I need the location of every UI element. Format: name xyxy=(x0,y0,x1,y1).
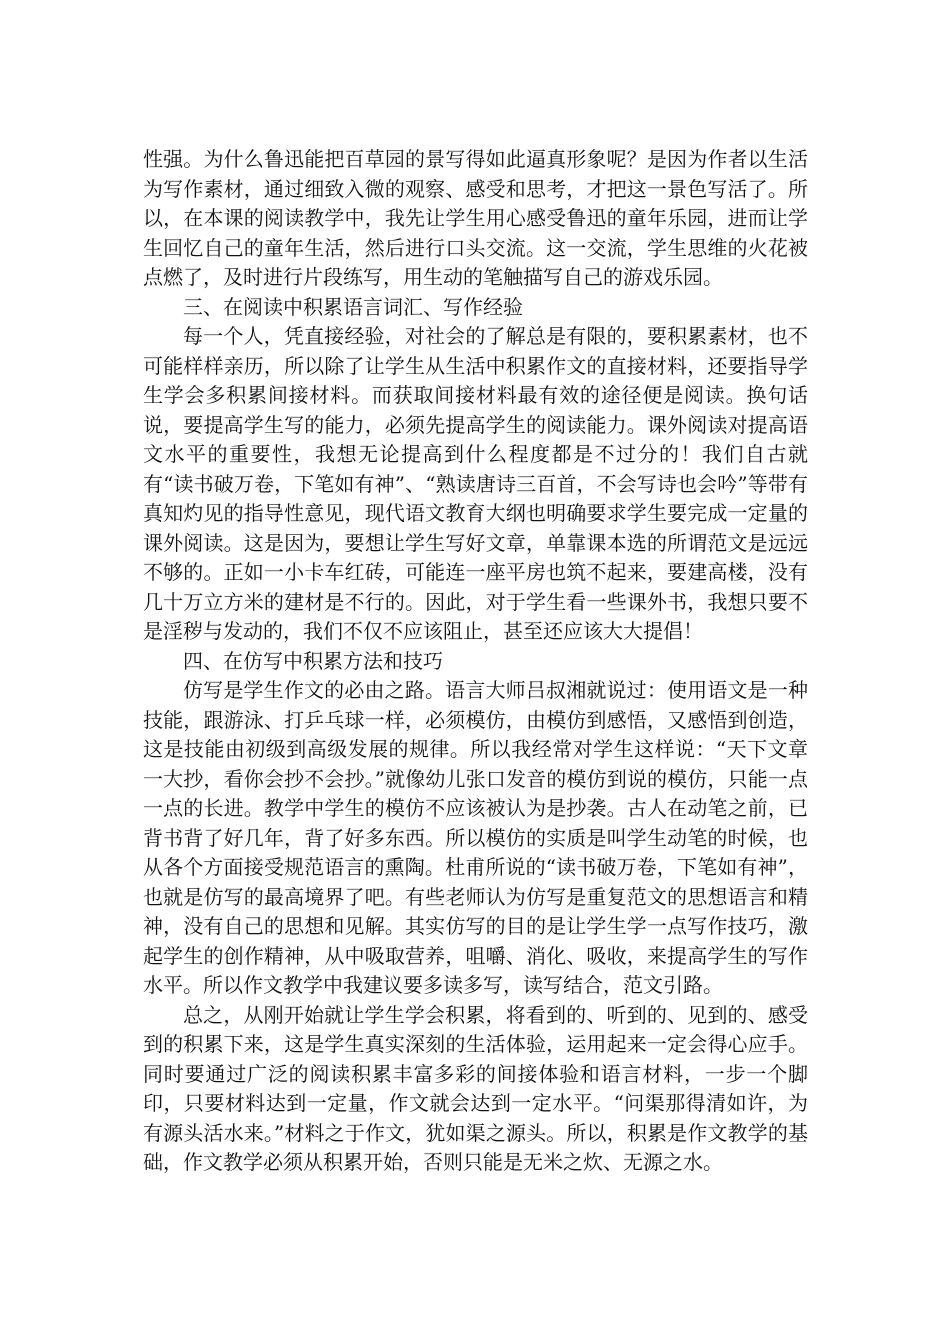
paragraph-continuation: 性强。为什么鲁迅能把百草园的景写得如此逼真形象呢？是因为作者以生活为写作素材，通过细致入微的观察、感受和思考，才把这一景色写活了。所以，在本课的阅读教学中，我先让学生用心感受鲁迅的童年乐园，进而让学生回忆自己的童年生活，然后进行口头交流。这一交流，学生思维的火花被点燃了，及时进行片段练写，用生动的笔触描写自己的游戏乐园。 xyxy=(143,147,808,289)
section-heading-3: 三、在阅读中积累语言词汇、写作经验 xyxy=(183,294,523,319)
document-body xyxy=(143,145,808,1178)
paragraph-conclusion: 总之，从刚开始就让学生学会积累，将看到的、听到的、见到的、感受到的积累下来，这是学生真实深刻的生活体验，运用起来一定会得心应手。同时要通过广泛的阅读积累丰富多彩的间接体验和语言材料，一步一个脚印，只要材料达到一定量，作文就会达到一定水平。“问渠那得清如许，为有源头活水来。”材料之于作文，犹如渠之源头。所以，积累是作文教学的基础，作文教学必须从积累开始，否则只能是无米之炊、无源之水。 xyxy=(143,1002,808,1174)
paragraph-reading: 每一个人，凭直接经验，对社会的了解总是有限的，要积累素材，也不可能样样亲历，所以除了让学生从生活中积累作文的直接材料，还要指导学生学会多积累间接材料。而获取间接材料最有效的途径便是阅读。换句话说，要提高学生写的能力，必须先提高学生的阅读能力。课外阅读对提高语文水平的重要性，我想无论提高到什么程度都是不过分的！我们自古就有“读书破万卷，下笔如有神”、“熟读唐诗三百首，不会写诗也会吟”等带有真知灼见的指导性意见，现代语文教育大纲也明确要求学生要完成一定量的课外阅读。这是因为，要想让学生写好文章，单靠课本选的所谓范文是远远不够的。正如一小卡车红砖，可能连一座平房也筑不起来，要建高楼，没有几十万立方米的建材是不行的。因此，对于学生看一些课外书，我想只要不是淫秽与发动的，我们不仅不应该阻止，甚至还应该大大提倡！ xyxy=(143,324,808,643)
section-heading-4: 四、在仿写中积累方法和技巧 xyxy=(183,648,443,673)
paragraph-imitation: 仿写是学生作文的必由之路。语言大师吕叔湘就说过：使用语文是一种技能，跟游泳、打乒乓球一样，必须模仿，由模仿到感悟，又感悟到创造，这是技能由初级到高级发展的规律。所以我经常对学生这样说：“天下文章一大抄，看你会抄不会抄。”就像幼儿张口发音的模仿到说的模仿，只能一点一点的长进。教学中学生的模仿不应该被认为是抄袭。古人在动笔之前，已背书背了好几年，背了好多东西。所以模仿的实质是叫学生动笔的时候，也从各个方面接受规范语言的熏陶。杜甫所说的“读书破万卷，下笔如有神”，也就是仿写的最高境界了吧。有些老师认为仿写是重复范文的思想语言和精神，没有自己的思想和见解。其实仿写的目的是让学生学一点写作技巧，激起学生的创作精神，从中吸取营养，咀嚼、消化、吸收，来提高学生的写作水平。所以作文教学中我建议要多读多写，读写结合，范文引路。 xyxy=(143,678,808,997)
